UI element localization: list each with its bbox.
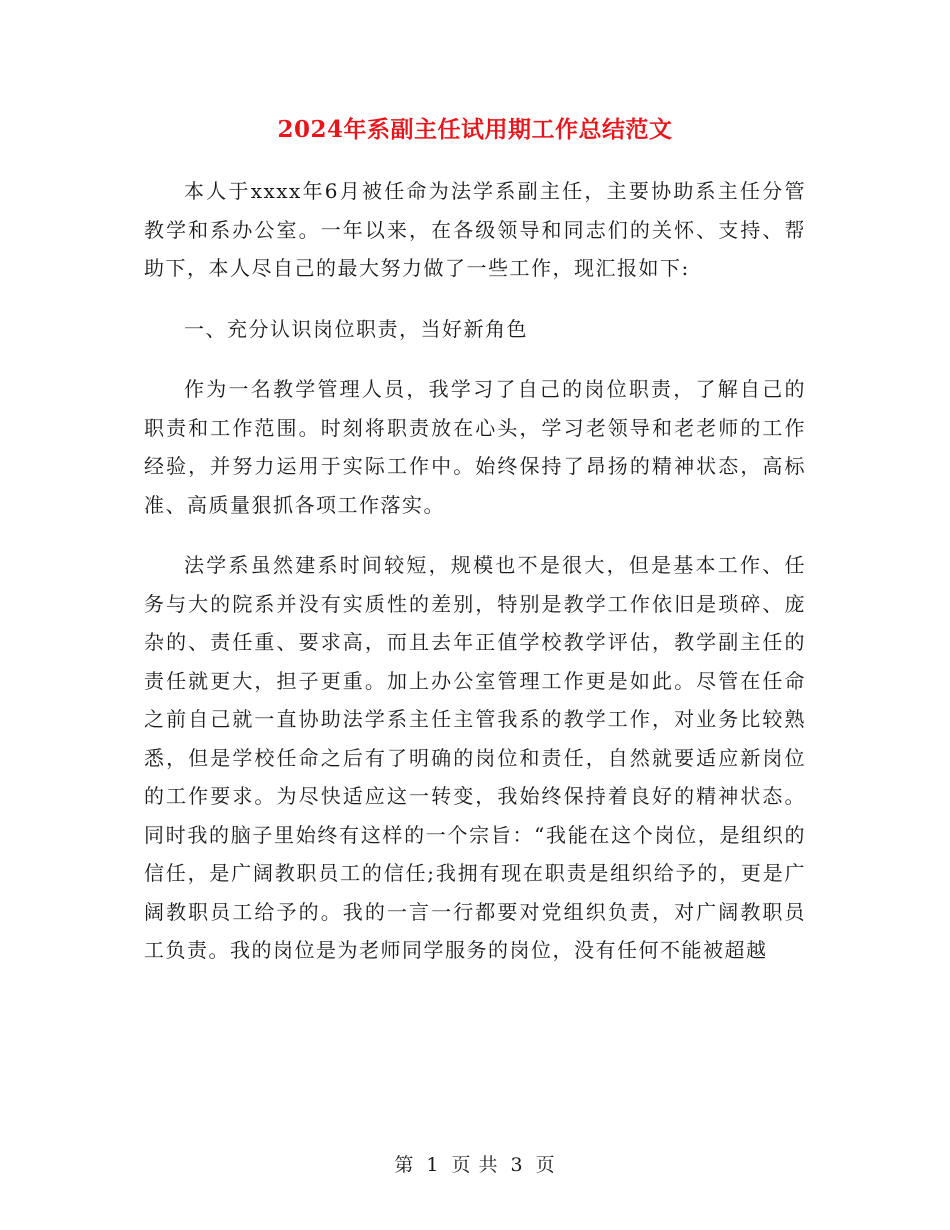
paragraph-department-work: 法学系虽然建系时间较短，规模也不是很大，但是基本工作、任务与大的院系并没有实质性的差别，特别是教学工作依旧是琐碎、庞杂的、责任重、要求高，而且去年正值学校教学评估，教学副主任的责任就更大，担子更重。加上办公室管理工作更是如此。尽管在任命之前自己就一直协助法学系主任主管我系的教学工作，对业务比较熟悉，但是学校任命之后有了明确的岗位和责任，自然就要适应新岗位的工作要求。为尽快适应这一转变，我始终保持着良好的精神状态。同时我的脑子里始终有这样的一个宗旨：“我能在这个岗位，是组织的信任，是广阔教职员工的信任;我拥有现在职责是组织给予的，更是广阔教职员工给予的。我的一言一行都要对党组织负责，对广阔教职员工负责。我的岗位是为老师同学服务的岗位，没有任何不能被超越 xyxy=(144,553,806,962)
page-footer xyxy=(0,1150,950,1180)
footer-page-total: 3 xyxy=(510,1154,524,1176)
paragraph-section-heading: 一、充分认识岗位职责，当好新角色 xyxy=(184,316,528,341)
footer-mid: 页 共 xyxy=(451,1154,499,1176)
document-body xyxy=(144,172,806,970)
footer-prefix: 第 xyxy=(394,1154,415,1176)
paragraph-intro: 本人于xxxx年6月被任命为法学系副主任，主要协助系主任分管教学和系办公室。一年以来，在各级领导和同志们的关怀、支持、帮助下，本人尽自己的最大努力做了一些工作，现汇报如下: xyxy=(144,179,806,280)
footer-page-current: 1 xyxy=(426,1154,440,1176)
paragraph-role-duties: 作为一名教学管理人员，我学习了自己的岗位职责，了解自己的职责和工作范围。时刻将职责放在心头，学习老领导和老老师的工作经验，并努力运用于实际工作中。始终保持了昂扬的精神状态，高标准、高质量狠抓各项工作落实。 xyxy=(144,377,806,517)
document-title: 2024年系副主任试用期工作总结范文 xyxy=(277,116,673,143)
footer-suffix: 页 xyxy=(535,1154,556,1176)
